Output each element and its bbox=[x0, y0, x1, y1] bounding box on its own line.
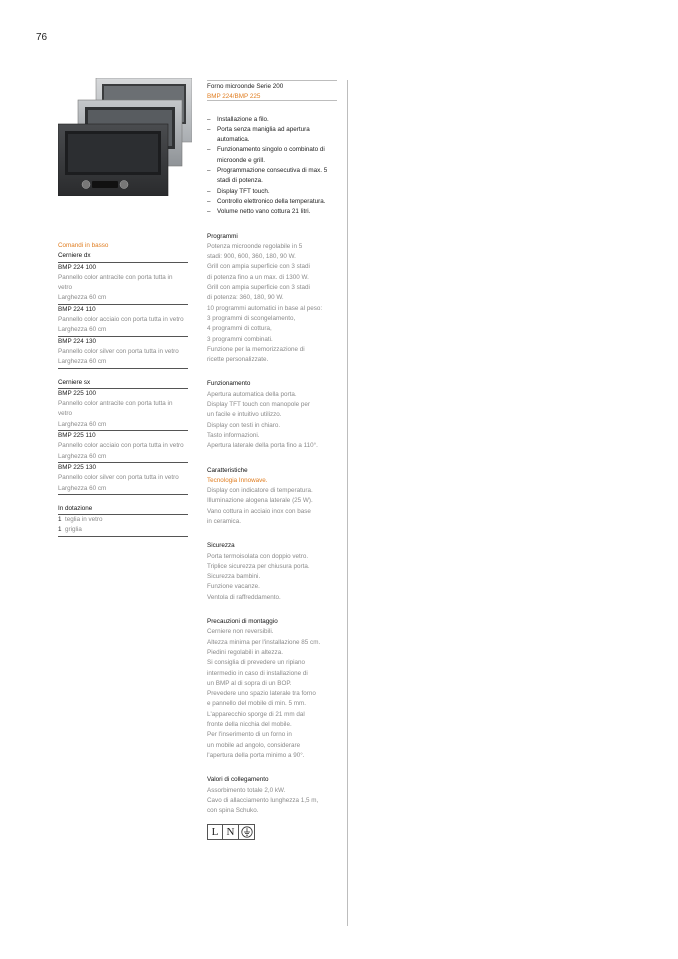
section-body: Cerniere non reversibili. Altezza minima per l'installazione 85 cm. Piedini regolabili in altezza. Si consiglia di prevedere un ripiano intermedio in caso di installazione di un BMP al di sopra di un BOP. Prevedere uno spazio laterale tra forno e pannello del mobile di min. 5 mm. L'apparecchio sporge di 21 mm dal fronte della nicchia del mobile. Per l'inserimento di un forno in un mobile ad angolo, considerare l'apertura della porta minimo a 90°. bbox=[207, 628, 321, 759]
feature-item: – Display TFT touch. bbox=[207, 187, 341, 197]
section-body: Porta termoisolata con doppio vetro. Triplice sicurezza per chiusura porta. Sicurezza bambini. Funzione vacanze. Ventola di raffreddamento. bbox=[207, 552, 310, 601]
supplied-item bbox=[58, 515, 188, 525]
left-column bbox=[58, 241, 188, 537]
feature-list bbox=[207, 115, 341, 218]
section-body: Apertura automatica della porta. Display TFT touch con manopole per un facile e intuitivo utilizzo. Display con testi in chiaro. Tasto informazioni. Apertura laterale della porta fino a 110°. bbox=[207, 390, 318, 450]
section-body: Display con indicatore di temperatura. Illuminazione alogena laterale (25 W). Vano cottura in acciaio inox con base in ceramica. bbox=[207, 487, 313, 525]
section-funzionamento bbox=[207, 379, 341, 451]
supplied-qty: 1 bbox=[58, 526, 62, 534]
section-caratteristiche bbox=[207, 466, 341, 528]
section-sicurezza bbox=[207, 541, 341, 603]
variant-code: BMP 225 130 bbox=[58, 463, 97, 471]
feature-item: – Funzionamento singolo o combinato di microonde e grill. bbox=[207, 145, 341, 166]
variant-width: Larghezza 60 cm bbox=[58, 452, 188, 463]
supplied-item bbox=[58, 525, 188, 536]
section-valori bbox=[207, 775, 341, 816]
variant-width: Larghezza 60 cm bbox=[58, 325, 188, 336]
left-hinge-title: Cerniere sx bbox=[58, 378, 188, 389]
electrical-symbols bbox=[207, 824, 341, 840]
top-rule bbox=[207, 80, 337, 81]
variant-code: BMP 224 110 bbox=[58, 305, 96, 313]
variant-desc: Pannello color silver con porta tutta in vetro bbox=[58, 474, 179, 482]
variant-desc: Pannello color antracite con porta tutta in vetro bbox=[58, 273, 173, 292]
variant-width: Larghezza 60 cm bbox=[58, 293, 188, 304]
feature-item: – Controllo elettronico della temperatura. bbox=[207, 197, 341, 207]
variant-block bbox=[58, 389, 188, 431]
variant-desc: Pannello color antracite con porta tutta in vetro bbox=[58, 400, 173, 418]
right-hinge-title: Cerniere dx bbox=[58, 251, 188, 262]
variant-code: BMP 224 100 bbox=[58, 263, 97, 271]
product-image bbox=[58, 78, 192, 196]
variant-desc: Pannello color silver con porta tutta in vetro bbox=[58, 347, 179, 355]
section-precauzioni bbox=[207, 617, 341, 761]
section-title: Caratteristiche bbox=[207, 466, 248, 474]
section-title: Precauzioni di montaggio bbox=[207, 618, 278, 626]
controls-label: Comandi in basso bbox=[58, 242, 109, 249]
variant-width: Larghezza 60 cm bbox=[58, 420, 188, 431]
feature-item: – Installazione a filo. bbox=[207, 115, 341, 125]
section-title: Valori di collegamento bbox=[207, 776, 269, 784]
supplied-name: griglia bbox=[65, 526, 82, 534]
supplied-name: teglia in vetro bbox=[65, 516, 103, 524]
variant-code: BMP 224 130 bbox=[58, 337, 97, 345]
product-models: BMP 224/BMP 225 bbox=[207, 93, 261, 101]
column-divider bbox=[347, 80, 348, 926]
variant-block bbox=[58, 305, 188, 337]
right-column bbox=[207, 82, 341, 840]
variant-width: Larghezza 60 cm bbox=[58, 357, 188, 368]
page-number: 76 bbox=[36, 32, 48, 43]
variant-width: Larghezza 60 cm bbox=[58, 484, 188, 495]
variant-desc: Pannello color acciaio con porta tutta in vetro bbox=[58, 442, 184, 450]
section-body: Assorbimento totale 2,0 kW. Cavo di allacciamento lunghezza 1,5 m, con spina Schuko. bbox=[207, 786, 319, 815]
variant-block bbox=[58, 431, 188, 463]
live-symbol: L bbox=[207, 824, 223, 840]
section-body: Potenza microonde regolabile in 5 stadi: 900, 600, 360, 180, 90 W. Grill con ampia superficie con 3 stadi di potenza fino a un max. di 1300 W. Grill con ampia superficie con 3 stadi di potenza: 360, 180, 90 W. 10 programmi automatici in base al peso: 3 programmi di scongelamento, 4 programmi di cottura, 3 programmi combinati. Funzione per la memorizzazione di ricette personalizzate. bbox=[207, 242, 323, 364]
variant-block bbox=[58, 263, 188, 305]
section-highlight: Tecnologia Innowave. bbox=[207, 476, 268, 484]
variant-block bbox=[58, 463, 188, 495]
product-title: Forno microonde Serie 200 bbox=[207, 83, 284, 90]
supplied-title: In dotazione bbox=[58, 504, 188, 515]
feature-item: – Programmazione consecutiva di max. 5 stadi di potenza. bbox=[207, 166, 341, 187]
feature-item: – Volume netto vano cottura 21 litri. bbox=[207, 207, 341, 217]
supplied-qty: 1 bbox=[58, 516, 62, 524]
variant-desc: Pannello color acciaio con porta tutta in vetro bbox=[58, 316, 184, 324]
section-title: Funzionamento bbox=[207, 380, 251, 388]
section-title: Programmi bbox=[207, 232, 238, 240]
variant-code: BMP 225 100 bbox=[58, 389, 97, 397]
neutral-symbol: N bbox=[223, 824, 239, 840]
section-title: Sicurezza bbox=[207, 542, 235, 550]
earth-ground-icon bbox=[239, 824, 255, 840]
variant-code: BMP 225 110 bbox=[58, 432, 96, 440]
variant-block bbox=[58, 337, 188, 369]
feature-item: – Porta senza maniglia ad apertura automatica. bbox=[207, 125, 341, 146]
section-programmi bbox=[207, 232, 341, 366]
